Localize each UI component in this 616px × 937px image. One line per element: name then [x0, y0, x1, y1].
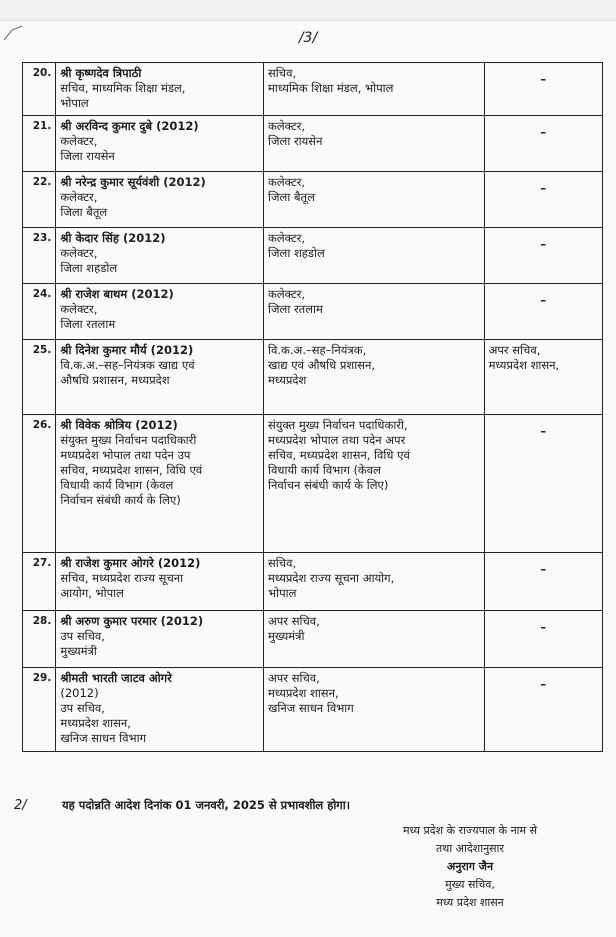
serial-number-cell: 24.: [23, 284, 56, 340]
current-post-line: कलेक्टर,: [60, 190, 98, 204]
new-post-line: मुख्यमंत्री: [268, 629, 305, 643]
current-post-line: विधायी कार्य विभाग (केवल: [60, 478, 174, 492]
table-row: [23, 340, 603, 415]
current-post-line: खनिज साधन विभाग: [60, 731, 147, 745]
officer-name: श्री विवेक श्रोत्रिय (2012): [60, 418, 178, 432]
new-post-line: अपर सचिव,: [268, 614, 320, 628]
serial-number-cell: 26.: [23, 415, 56, 553]
new-post-line: अपर सचिव,: [268, 671, 320, 685]
new-posting-cell: [264, 340, 485, 415]
current-post-line: मुख्यमंत्री: [60, 644, 97, 658]
current-post-line: उप सचिव,: [60, 701, 105, 715]
remarks-cell: [484, 228, 602, 284]
new-post-line: जिला बैतूल: [268, 190, 315, 204]
serial-number-cell: 27.: [23, 553, 56, 611]
new-posting-cell: [264, 116, 485, 172]
current-post-line: (2012): [60, 686, 99, 700]
serial-number-cell: 21.: [23, 116, 56, 172]
remarks-cell: [484, 63, 602, 116]
table-row: [23, 228, 603, 284]
current-post-line: भोपाल: [60, 96, 89, 110]
new-post-line: कलेक्टर,: [268, 175, 306, 189]
new-post-line: मध्यप्रदेश शासन,: [268, 686, 339, 700]
officer-name: श्री अरविन्द कुमार दुबे (2012): [60, 119, 199, 133]
officer-current-post-cell: [56, 228, 264, 284]
officer-name: श्रीमती भारती जाटव ओगरे: [60, 671, 172, 685]
table-row: [23, 284, 603, 340]
remarks-line: –: [540, 237, 547, 251]
paragraph-number: 2/: [14, 798, 27, 813]
signature-block: [340, 822, 600, 912]
current-post-line: सचिव, मध्यप्रदेश शासन, विधि एवं: [60, 463, 203, 477]
remarks-cell: [484, 116, 602, 172]
page-number: /3/: [298, 30, 318, 46]
remarks-line: –: [540, 293, 547, 307]
serial-number-cell: 23.: [23, 228, 56, 284]
new-posting-cell: [264, 611, 485, 668]
current-post-line: कलेक्टर,: [60, 302, 98, 316]
new-post-line: विधायी कार्य विभाग (केवल: [268, 463, 381, 477]
new-post-line: जिला रतलाम: [268, 302, 323, 316]
signatory-office: मध्य प्रदेश शासन: [436, 896, 504, 909]
signature-line-1: मध्य प्रदेश के राज्यपाल के नाम से: [402, 824, 538, 837]
table-row: [23, 668, 603, 752]
serial-number-cell: 22.: [23, 172, 56, 228]
table-row: [23, 63, 603, 116]
remarks-line: –: [540, 677, 547, 691]
officer-current-post-cell: [56, 284, 264, 340]
new-post-line: कलेक्टर,: [268, 119, 306, 133]
new-post-line: जिला शहडोल: [268, 246, 325, 260]
officer-name: श्री केदार सिंह (2012): [60, 231, 166, 245]
serial-number-cell: 29.: [23, 668, 56, 752]
new-post-line: सचिव,: [268, 556, 297, 570]
current-post-line: मध्यप्रदेश शासन,: [60, 716, 131, 730]
remarks-line: मध्यप्रदेश शासन,: [488, 358, 560, 372]
signatory-designation: मुख्य सचिव,: [445, 878, 495, 891]
new-post-line: माध्यमिक शिक्षा मंडल, भोपाल: [268, 81, 394, 95]
new-posting-cell: [264, 553, 485, 611]
table-body: [23, 63, 603, 752]
current-post-line: मध्यप्रदेश भोपाल तथा पदेन उप: [60, 448, 191, 462]
transfer-order-table: [22, 62, 603, 752]
officer-name: श्री राजेश बाथम (2012): [60, 287, 174, 301]
new-posting-cell: [264, 172, 485, 228]
officer-current-post-cell: [56, 611, 264, 668]
remarks-line: –: [540, 181, 547, 195]
remarks-cell: [484, 553, 602, 611]
current-post-line: जिला शहडोल: [60, 261, 118, 275]
officer-current-post-cell: [56, 116, 264, 172]
new-post-line: मध्यप्रदेश राज्य सूचना आयोग,: [268, 571, 395, 585]
table-row: [23, 172, 603, 228]
new-post-line: संयुक्त मुख्य निर्वाचन पदाधिकारी,: [268, 418, 408, 432]
remarks-line: –: [540, 562, 547, 576]
table-row: [23, 415, 603, 553]
new-posting-cell: [264, 63, 485, 116]
new-post-line: मध्यप्रदेश भोपाल तथा पदेन अपर: [268, 433, 406, 447]
officer-current-post-cell: [56, 340, 264, 415]
officer-name: श्री कृष्णदेव त्रिपाठी: [60, 66, 142, 80]
remarks-line: अपर सचिव,: [488, 343, 541, 357]
new-post-line: खाद्य एवं औषधि प्रशासन,: [268, 358, 375, 372]
officer-current-post-cell: [56, 415, 264, 553]
new-posting-cell: [264, 668, 485, 752]
remarks-cell: [484, 415, 602, 553]
current-post-line: उप सचिव,: [60, 629, 105, 643]
new-posting-cell: [264, 284, 485, 340]
signatory-name: अनुराग जैन: [446, 860, 494, 873]
new-post-line: सचिव,: [268, 66, 297, 80]
current-post-line: औषधि प्रशासन, मध्यप्रदेश: [60, 373, 170, 387]
current-post-line: वि.क.अ.–सह–नियंत्रक खाद्य एवं: [60, 358, 195, 372]
new-post-line: निर्वाचन संबंधी कार्य के लिए): [268, 478, 389, 492]
remarks-cell: [484, 284, 602, 340]
table-row: [23, 553, 603, 611]
effective-date-paragraph: [14, 798, 604, 813]
new-post-line: वि.क.अ.–सह–नियंत्रक,: [268, 343, 367, 357]
new-post-line: जिला रायसेन: [268, 134, 323, 148]
current-post-line: सचिव, माध्यमिक शिक्षा मंडल,: [60, 81, 186, 95]
viewer-top-bar: [0, 0, 616, 21]
current-post-line: निर्वाचन संबंधी कार्य के लिए): [60, 493, 181, 507]
serial-number-cell: 28.: [23, 611, 56, 668]
remarks-line: –: [540, 72, 547, 86]
remarks-line: –: [540, 620, 547, 634]
new-post-line: खनिज साधन विभाग: [268, 701, 354, 715]
officer-name: श्री अरुण कुमार परमार (2012): [60, 614, 204, 628]
current-post-line: संयुक्त मुख्य निर्वाचन पदाधिकारी: [60, 433, 197, 447]
current-post-line: जिला रायसेन: [60, 149, 115, 163]
officer-name: श्री दिनेश कुमार मौर्य (2012): [60, 343, 194, 357]
current-post-line: कलेक्टर,: [60, 134, 98, 148]
serial-number-cell: 25.: [23, 340, 56, 415]
new-post-line: मध्यप्रदेश: [268, 373, 307, 387]
paragraph-text: यह पदोन्नति आदेश दिनांक 01 जनवरी, 2025 से प्रभावशील होगा।: [62, 798, 351, 812]
signature-line-2: तथा आदेशानुसार: [436, 842, 504, 855]
officer-current-post-cell: [56, 553, 264, 611]
new-posting-cell: [264, 415, 485, 553]
officer-current-post-cell: [56, 172, 264, 228]
current-post-line: सचिव, मध्यप्रदेश राज्य सूचना: [60, 571, 184, 585]
remarks-cell: [484, 611, 602, 668]
officer-current-post-cell: [56, 668, 264, 752]
new-posting-cell: [264, 228, 485, 284]
remarks-line: –: [540, 424, 547, 438]
current-post-line: जिला बैतूल: [60, 205, 108, 219]
new-post-line: भोपाल: [268, 586, 297, 600]
current-post-line: कलेक्टर,: [60, 246, 98, 260]
current-post-line: आयोग, भोपाल: [60, 586, 124, 600]
remarks-cell: [484, 340, 602, 415]
current-post-line: जिला रतलाम: [60, 317, 116, 331]
officer-current-post-cell: [56, 63, 264, 116]
new-post-line: कलेक्टर,: [268, 231, 306, 245]
table-row: [23, 611, 603, 668]
remarks-cell: [484, 668, 602, 752]
remarks-cell: [484, 172, 602, 228]
new-post-line: सचिव, मध्यप्रदेश शासन, विधि एवं: [268, 448, 410, 462]
officer-name: श्री राजेश कुमार ओगरे (2012): [60, 556, 201, 570]
remarks-line: –: [540, 125, 547, 139]
table-row: [23, 116, 603, 172]
serial-number-cell: 20.: [23, 63, 56, 116]
new-post-line: कलेक्टर,: [268, 287, 306, 301]
officer-name: श्री नरेन्द्र कुमार सूर्यवंशी (2012): [60, 175, 206, 189]
